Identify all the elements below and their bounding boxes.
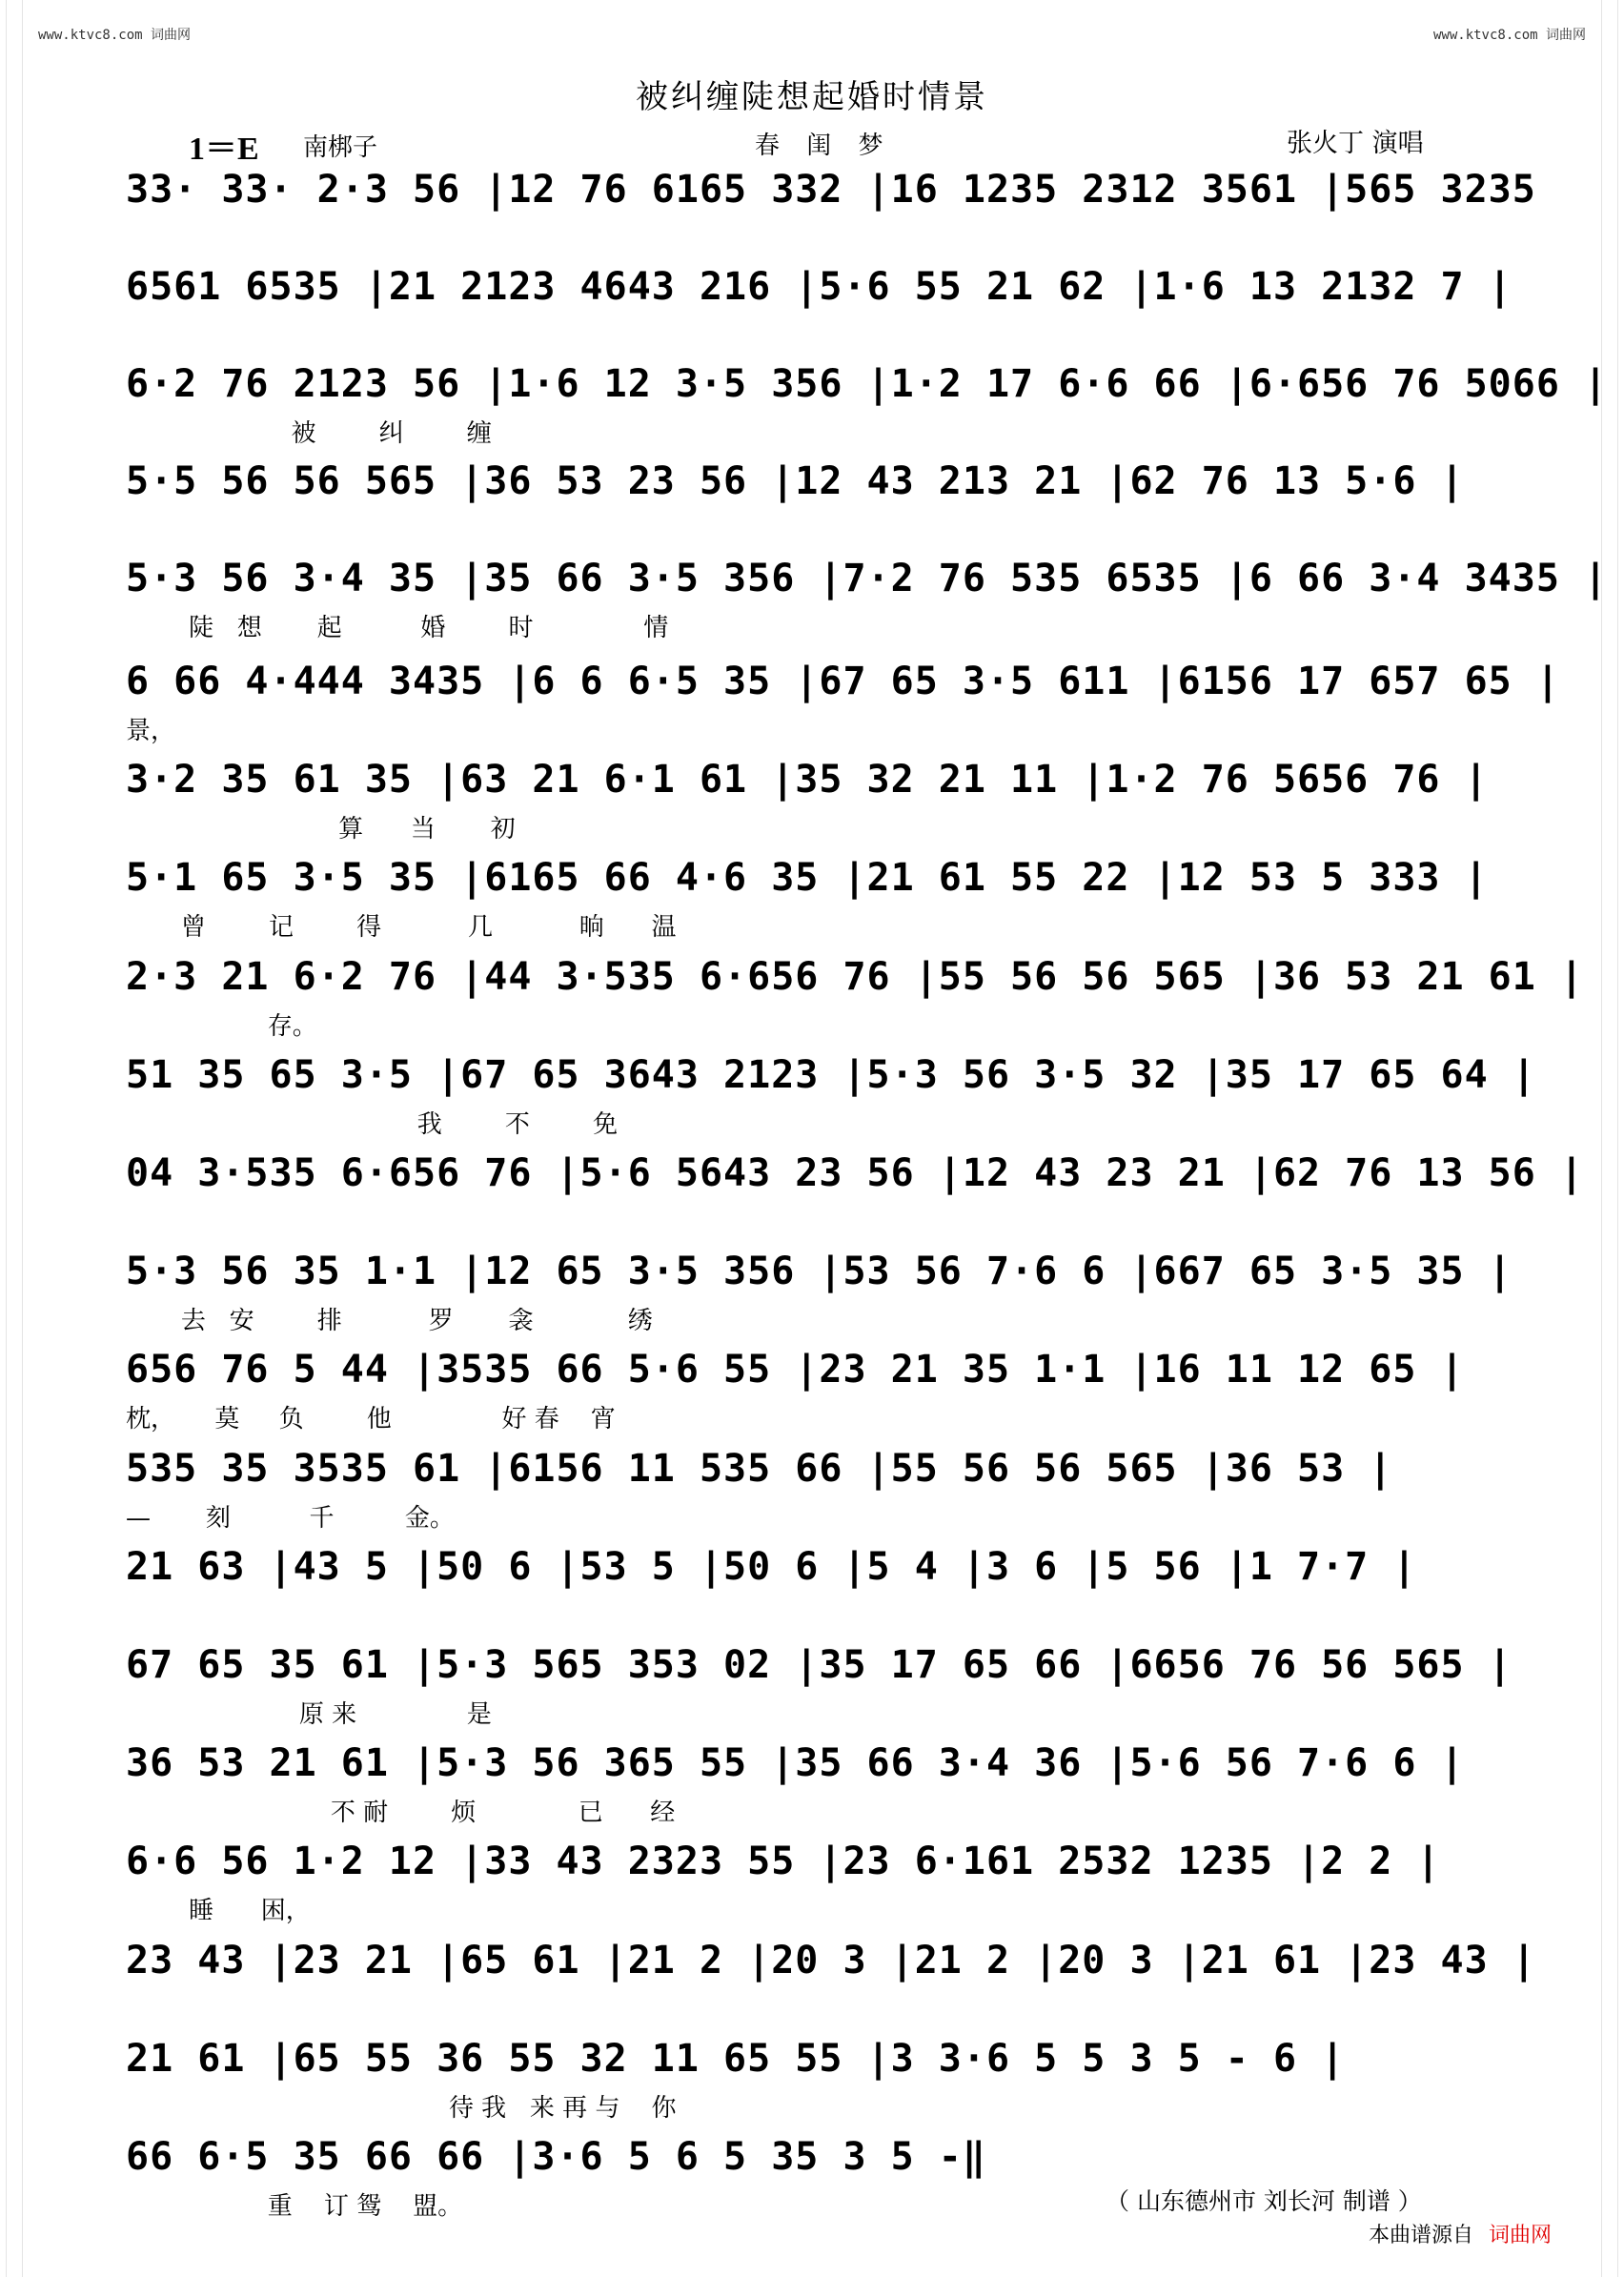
notation-line: 6·6 56 1·2 12 |33 43 2323 55 |23 6·161 2532 1235 |2 2 |	[126, 1840, 1441, 1884]
lyric-line: 枕， 莫 负 他 好 春 宵	[126, 1405, 616, 1434]
notation-line: 23 43 |23 21 |65 61 |21 2 |20 3 |21 2 |20 3 |21 61 |23 43 |	[126, 1938, 1536, 1982]
lyric-line: 睡 困，	[126, 1897, 311, 1926]
lyric-line: 去 安 排 罗 衾 绣	[126, 1307, 653, 1336]
lyric-line: 我 不 免	[126, 1109, 619, 1139]
lyric-line: 被 纠 缠	[126, 419, 492, 448]
notation-line: 04 3·535 6·656 76 |5·6 5643 23 56 |12 43 23 21 |62 76 13 56 |	[126, 1151, 1585, 1195]
notation-line: 51 35 65 3·5 |67 65 3643 2123 |5·3 56 3·5 32 |35 17 65 64 |	[126, 1052, 1536, 1097]
notation-line: 66 6·5 35 66 66 |3·6 5 6 5 35 3 5 -‖	[126, 2135, 986, 2179]
notation-line: 33· 33· 2·3 56 |12 76 6165 332 |16 1235 2312 3561 |565 3235	[126, 168, 1536, 212]
notation-line: 67 65 35 61 |5·3 565 353 02 |35 17 65 66 |6656 76 56 565 |	[126, 1643, 1512, 1687]
notation-line: 5·1 65 3·5 35 |6165 66 4·6 35 |21 61 55 22 |12 53 5 333 |	[126, 856, 1489, 901]
notation-line: 36 53 21 61 |5·3 56 365 55 |35 66 3·4 36 |5·6 56 7·6 6 |	[126, 1741, 1465, 1786]
piece-name: 春 闺 梦	[755, 132, 893, 160]
lyric-line: 陡 想 起 婚 时 情	[126, 614, 669, 642]
notation-line: 21 63 |43 5 |50 6 |53 5 |50 6 |5 4 |3 6 |5 56 |1 7·7 |	[126, 1544, 1417, 1589]
site-watermark-left[interactable]: www.ktvc8.com 词曲网	[38, 28, 192, 43]
tune-name: 南梆子	[303, 133, 378, 162]
notation-line: 6 66 4·444 3435 |6 6 6·5 35 |67 65 3·5 611 |6156 17 657 65 |	[126, 660, 1560, 703]
notation-line: 5·5 56 56 565 |36 53 23 56 |12 43 213 21 |62 76 13 5·6 |	[126, 459, 1465, 503]
arranger-credit: （ 山东德州市 刘长河 制谱 ）	[1106, 2187, 1422, 2215]
notation-line: 6561 6535 |21 2123 4643 216 |5·6 55 21 62 |1·6 13 2132 7 |	[126, 265, 1512, 309]
lyric-line: 不 耐 烦 已 经	[126, 1799, 676, 1828]
notation-line: 5·3 56 35 1·1 |12 65 3·5 356 |53 56 7·6 6 |667 65 3·5 35 |	[126, 1250, 1512, 1294]
notation-line: 21 61 |65 55 36 55 32 11 65 55 |3 3·6 5 5 3 5 - 6 |	[126, 2036, 1346, 2081]
notation-line: 535 35 3535 61 |6156 11 535 66 |55 56 56 565 |36 53 |	[126, 1446, 1393, 1491]
notation-line: 3·2 35 61 35 |63 21 6·1 61 |35 32 21 11 |1·2 76 5656 76 |	[126, 758, 1489, 803]
notation-line: 2·3 21 6·2 76 |44 3·535 6·656 76 |55 56 56 565 |36 53 21 61 |	[126, 954, 1585, 999]
lyric-line: 曾 记 得 几 晌 温	[126, 913, 677, 943]
lyric-line: 算 当 初	[126, 815, 516, 844]
notation-line: 656 76 5 44 |3535 66 5·6 55 |23 21 35 1·1 |16 11 12 65 |	[126, 1348, 1465, 1393]
lyric-line: 景，	[126, 717, 176, 745]
source-note	[1369, 2219, 1552, 2248]
lyric-line: 待 我 来 再 与 你	[126, 2093, 677, 2123]
source-text: 本曲谱源自	[1369, 2224, 1474, 2247]
lyric-line: 存。	[126, 1011, 317, 1041]
lyric-line: — 刻 千 金。	[126, 1503, 455, 1533]
source-brand-link[interactable]: 词曲网	[1489, 2224, 1553, 2247]
lyric-line: 原 来 是	[126, 1700, 492, 1729]
key-signature: 1＝E	[189, 132, 259, 167]
score-title: 被纠缠陡想起婚时情景	[636, 78, 988, 116]
lyric-line: 重 订 鸳 盟。	[126, 2192, 463, 2221]
singer-credit: 张火丁 演唱	[1287, 129, 1424, 158]
notation-line: 6·2 76 2123 56 |1·6 12 3·5 356 |1·2 17 6·6 66 |6·656 76 5066 |	[126, 362, 1609, 406]
notation-line: 5·3 56 3·4 35 |35 66 3·5 356 |7·2 76 535 6535 |6 66 3·4 3435 |	[126, 557, 1609, 600]
site-watermark-right[interactable]: www.ktvc8.com 词曲网	[1432, 28, 1586, 43]
